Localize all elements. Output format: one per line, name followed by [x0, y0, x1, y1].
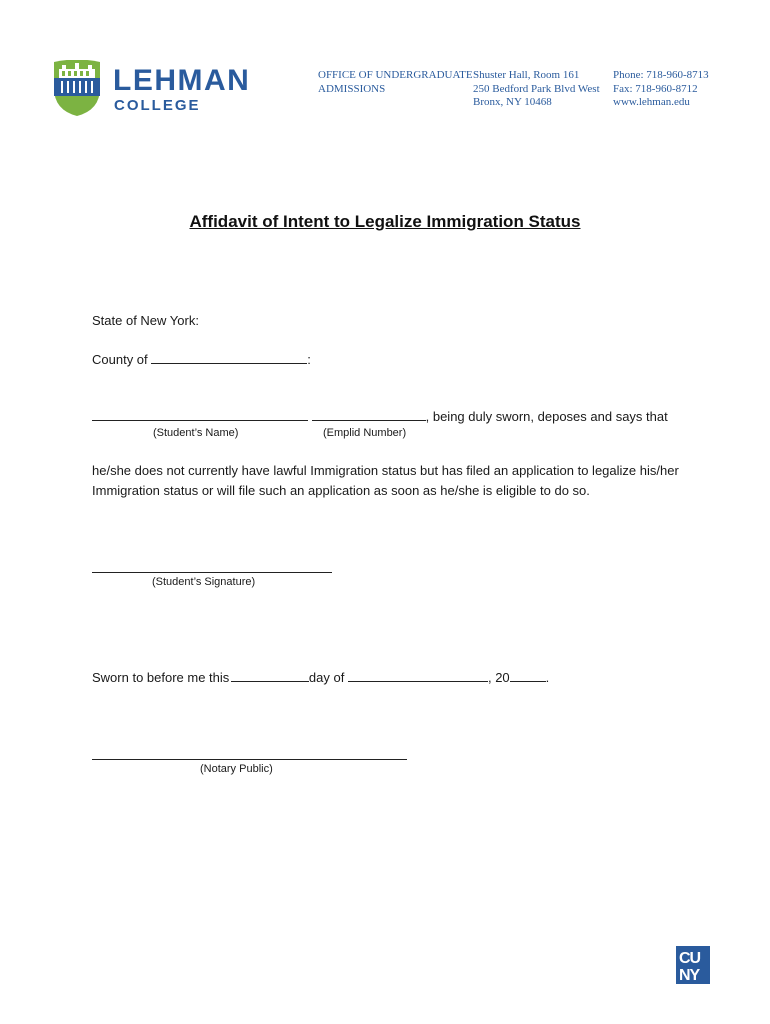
student-name-caption: (Student’s Name) — [153, 427, 239, 439]
student-name-field[interactable] — [92, 408, 308, 421]
county-field[interactable] — [151, 351, 307, 364]
address-line: Bronx, NY 10468 — [473, 96, 552, 108]
notary-signature-field[interactable] — [92, 759, 407, 760]
signature-caption: (Student’s Signature) — [152, 576, 256, 588]
day-of-label: day of — [308, 670, 345, 685]
fax-number: Fax: 718-960-8712 — [613, 82, 698, 95]
year-suffix: . — [545, 670, 550, 685]
sworn-before-label: Sworn to before me this — [92, 670, 230, 685]
county-suffix: : — [307, 352, 311, 367]
website-link[interactable]: www.lehman.edu — [613, 96, 690, 108]
office-line: OFFICE OF UNDERGRADUATE — [318, 69, 473, 81]
year-prefix: , 20 — [487, 670, 510, 685]
student-signature-field[interactable] — [92, 572, 332, 573]
emplid-field[interactable] — [312, 408, 426, 421]
address-line: 250 Bedford Park Blvd West — [473, 82, 600, 95]
county-label: County of — [92, 352, 148, 367]
sworn-line — [92, 408, 668, 424]
cuny-logo — [676, 946, 710, 984]
emplid-caption: (Emplid Number) — [323, 427, 407, 439]
office-name — [318, 69, 473, 96]
office-address — [473, 69, 600, 110]
county-line — [92, 351, 311, 367]
notary-caption: (Notary Public) — [200, 763, 273, 775]
address-line: Shuster Hall, Room 161 — [473, 69, 580, 81]
phone-number: Phone: 718-960-8713 — [613, 69, 709, 81]
document-title: Affidavit of Intent to Legalize Immigration Status — [189, 212, 581, 231]
brand-wordmark-college: COLLEGE — [114, 97, 201, 114]
affidavit-statement: he/she does not currently have lawful Immigration status but has filed an application to legalize his/her Immigration status or will file such an application as soon as he/she is eligible to do so. — [92, 463, 679, 498]
lehman-shield-logo — [54, 60, 100, 116]
sworn-suffix: , being duly sworn, deposes and says that — [425, 409, 668, 424]
state-line: State of New York: — [92, 313, 199, 328]
day-field[interactable] — [231, 669, 309, 682]
brand-wordmark-lehman: LEHMAN — [113, 64, 251, 97]
office-line: ADMISSIONS — [318, 82, 386, 95]
month-field[interactable] — [348, 669, 488, 682]
svg-text:CU: CU — [679, 950, 701, 967]
year-field[interactable] — [510, 669, 546, 682]
sworn-before-line — [92, 669, 549, 685]
svg-text:NY: NY — [679, 967, 700, 984]
office-contact — [613, 69, 709, 110]
